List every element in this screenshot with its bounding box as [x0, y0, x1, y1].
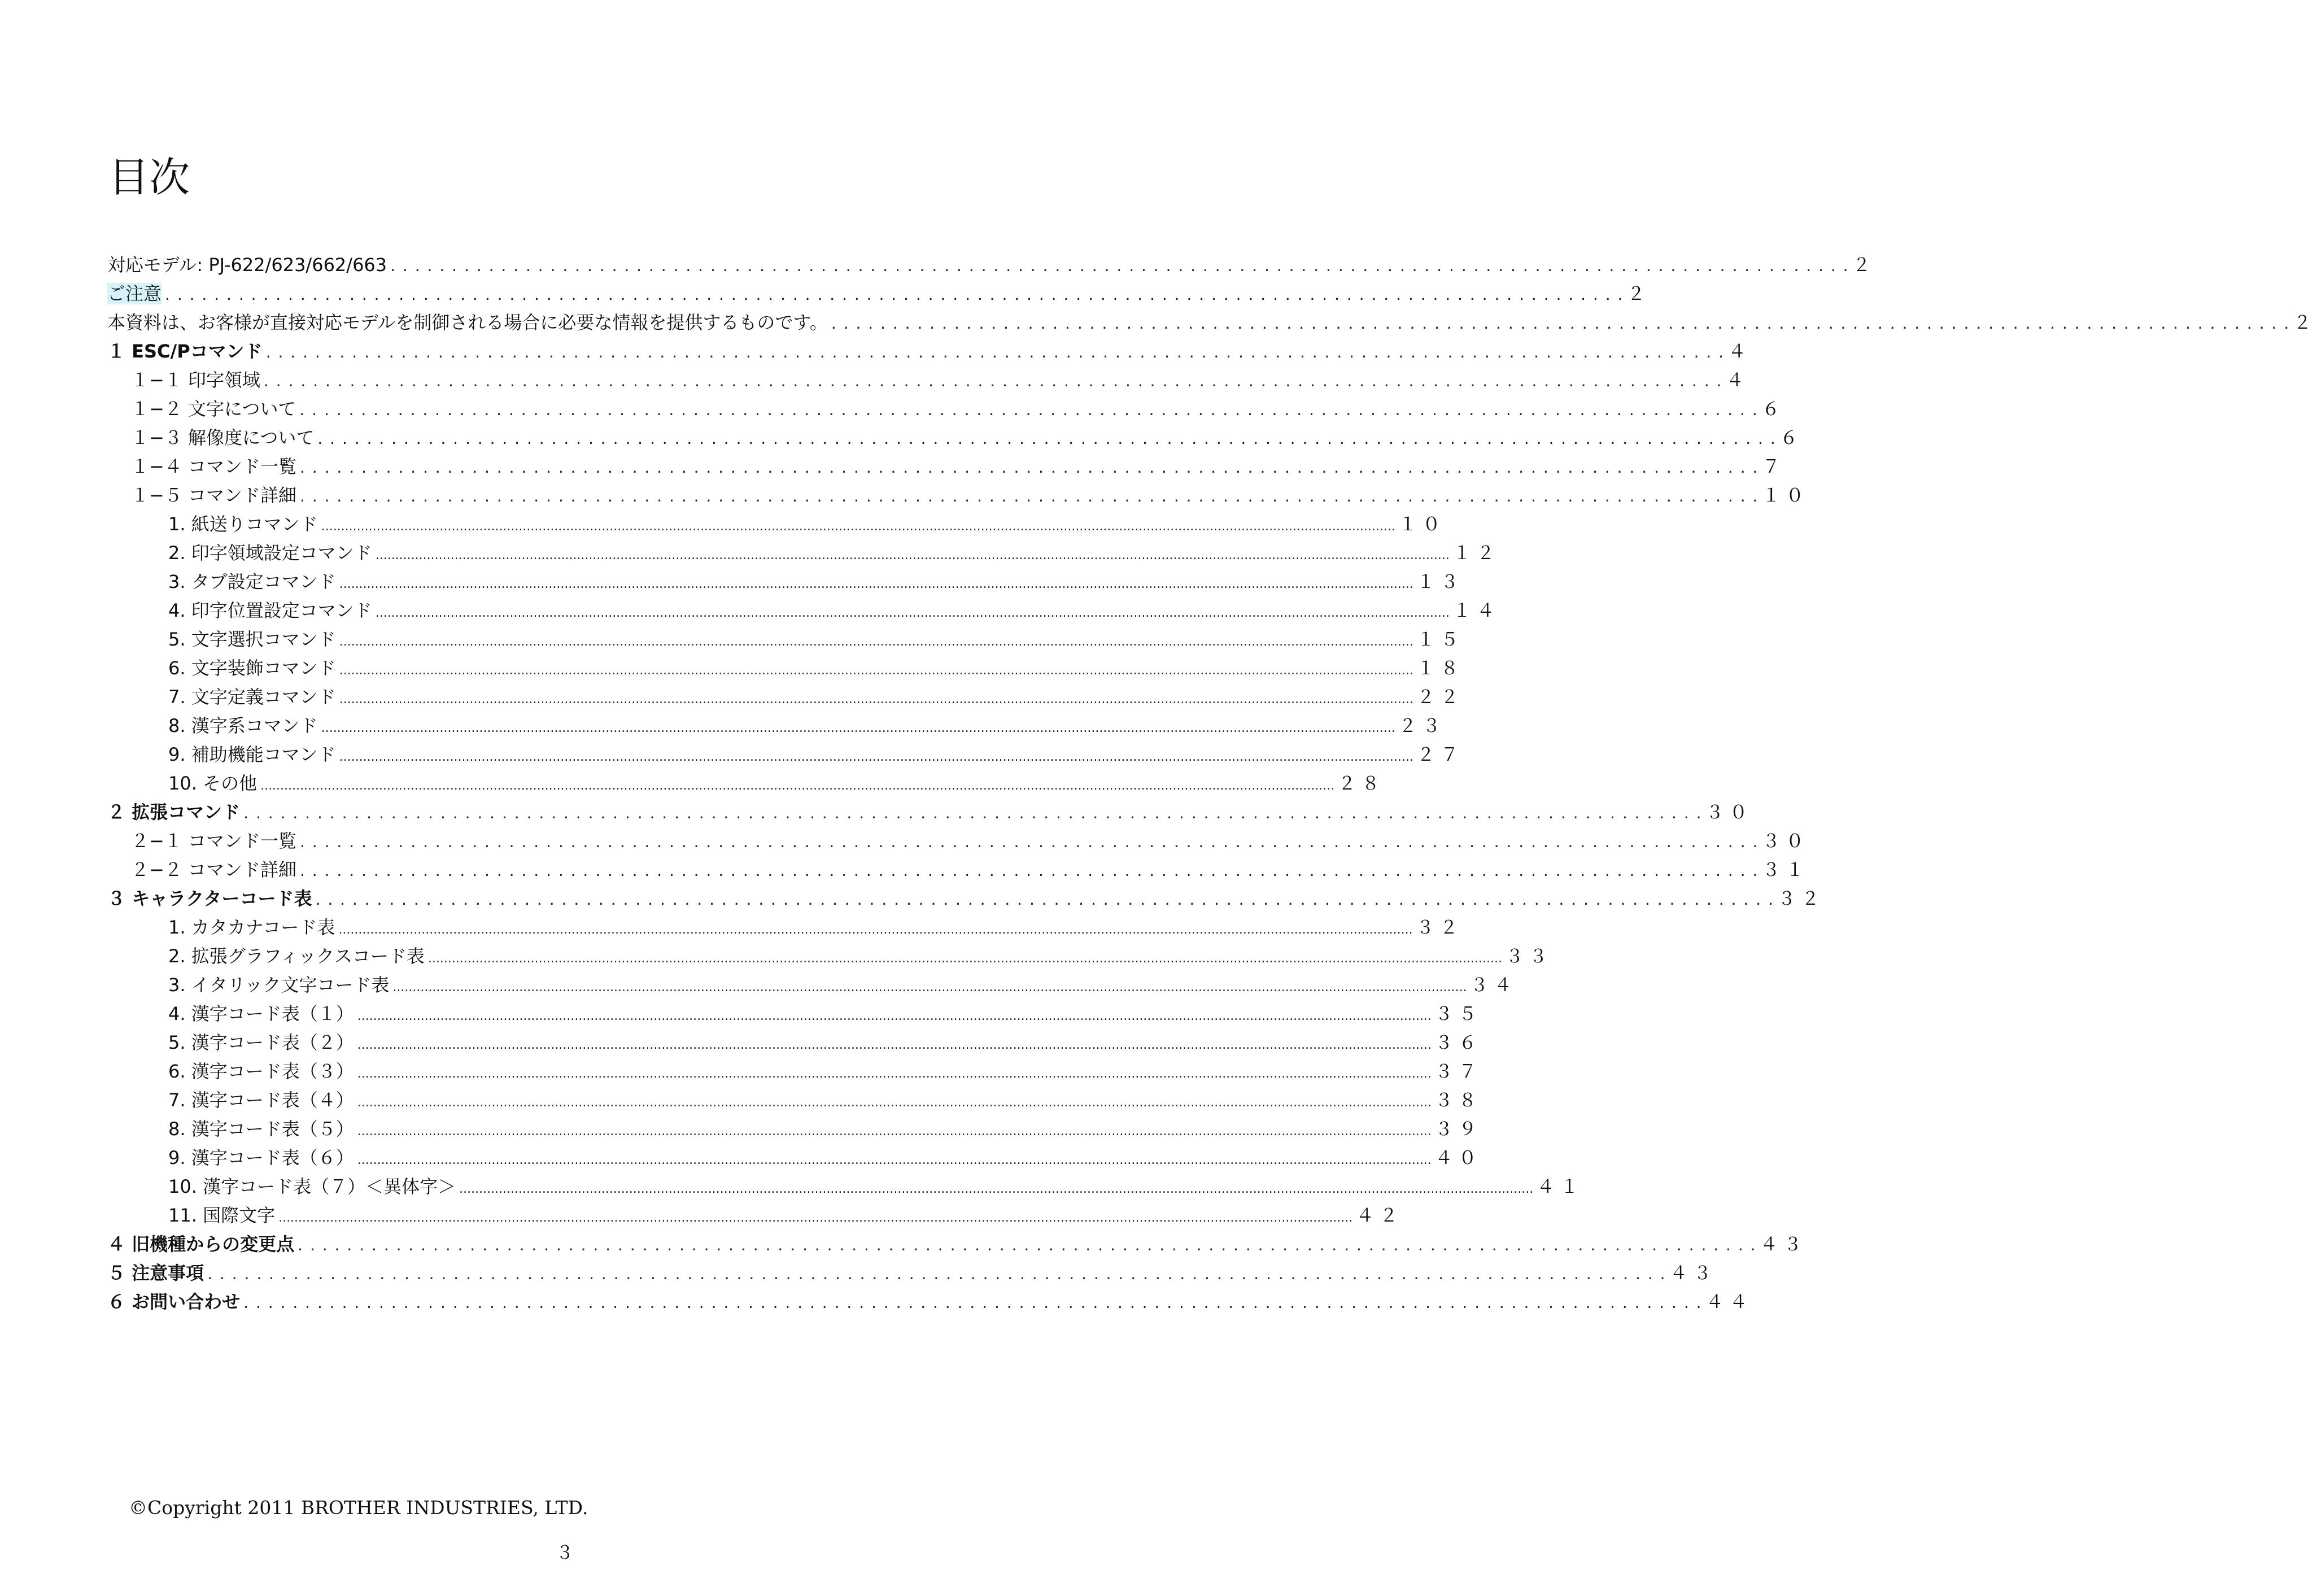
toc-entry-page-number: ３６: [1434, 1032, 1482, 1053]
toc-entry-page-number: ３１: [1762, 859, 1810, 880]
toc-entry[interactable]: [107, 280, 1651, 308]
toc-entry[interactable]: [107, 712, 1446, 740]
toc-entry-page-number: ２: [1852, 254, 1877, 276]
dot-leader: [264, 366, 1722, 395]
toc-entry-label: 11. 国際文字: [168, 1205, 276, 1226]
dot-leader: [207, 1259, 1666, 1288]
toc-entry[interactable]: [107, 1086, 1482, 1115]
toc-entry-page-number: ３５: [1434, 1003, 1482, 1024]
toc-entry-page-number: ２７: [1416, 744, 1464, 765]
dot-leader: [278, 1201, 1352, 1232]
toc-entry-page-number: １２: [1452, 542, 1500, 564]
dot-leader: [243, 1288, 1702, 1317]
toc-entry-page-number: ４２: [1356, 1205, 1404, 1226]
toc-entry-page-number: ３２: [1416, 917, 1464, 938]
dot-leader: [266, 337, 1725, 367]
dot-leader: [321, 510, 1395, 541]
toc-entry[interactable]: [107, 1057, 1482, 1086]
dot-leader: [357, 1000, 1432, 1031]
toc-entry-page-number: ３０: [1762, 830, 1810, 852]
toc-entry-page-number: ２３: [1398, 715, 1446, 736]
toc-entry-page-number: ３０: [1705, 801, 1753, 823]
toc-entry-page-number: ６: [1779, 427, 1804, 448]
toc-entry-label: 2. 拡張グラフィックスコード表: [168, 945, 425, 967]
dot-leader: [321, 712, 1395, 743]
toc-entry[interactable]: [107, 424, 1804, 452]
toc-entry-label: 4. 漢字コード表（１）: [168, 1003, 354, 1024]
toc-entry[interactable]: [107, 971, 1518, 1000]
toc-entry[interactable]: [107, 913, 1464, 942]
toc-entry[interactable]: [107, 1201, 1404, 1230]
toc-entry-page-number: ４３: [1669, 1262, 1717, 1284]
toc-entry[interactable]: [107, 827, 1810, 856]
toc-entry-page-number: ４: [1726, 369, 1750, 391]
toc-entry-page-number: １８: [1416, 657, 1464, 679]
dot-leader: [392, 971, 1467, 1002]
toc-entry[interactable]: [107, 942, 1553, 971]
toc-entry-label: 6. 文字装飾コマンド: [168, 657, 336, 679]
toc-entry-label: [107, 280, 162, 308]
toc-entry-label: 7. 文字定義コマンド: [168, 686, 336, 708]
dot-leader: [243, 798, 1702, 827]
toc-entry-label: １−３ 解像度について: [131, 427, 315, 448]
toc-entry-label-highlight: ご注意: [107, 283, 162, 304]
toc-entry-page-number: ７: [1762, 456, 1786, 477]
dot-leader: [376, 539, 1450, 570]
toc-entry-page-number: ４: [1728, 341, 1752, 362]
toc-entry-label: １−４ コマンド一覧: [131, 456, 296, 477]
toc-entry[interactable]: [107, 654, 1464, 683]
toc-entry-page-number: ６: [1761, 398, 1786, 420]
toc-entry-label: １−１ 印字領域: [131, 369, 260, 391]
toc-entry-page-number: １４: [1452, 600, 1500, 621]
page-title: 目次: [108, 154, 190, 201]
toc-entry-label: 8. 漢字コード表（５）: [168, 1118, 354, 1140]
toc-entry-label: 10. その他: [168, 773, 258, 794]
dot-leader: [339, 654, 1413, 685]
dot-leader: [299, 395, 1758, 424]
toc-entry[interactable]: [107, 539, 1500, 568]
footer-page-number: ３: [555, 1542, 574, 1563]
toc-entry[interactable]: [107, 452, 1786, 481]
toc-entry-label: 3. イタリック文字コード表: [168, 974, 390, 996]
toc-entry-page-number: ４１: [1537, 1176, 1585, 1197]
toc-entry-page-number: １３: [1416, 571, 1464, 592]
dot-leader: [316, 884, 1774, 914]
toc-entry-page-number: １０: [1398, 513, 1446, 535]
toc-entry[interactable]: [107, 1259, 1717, 1288]
dot-leader: [260, 769, 1334, 800]
dot-leader: [339, 683, 1413, 714]
dot-leader: [339, 625, 1413, 656]
dot-leader: [831, 308, 2290, 338]
toc-entry[interactable]: [107, 510, 1446, 539]
toc-entry[interactable]: [107, 1115, 1482, 1144]
toc-entry-label: 2. 印字領域設定コマンド: [168, 542, 372, 564]
toc-entry-label: 9. 補助機能コマンド: [168, 744, 336, 765]
dot-leader: [357, 1028, 1432, 1059]
toc-entry-label: ５ 注意事項: [107, 1262, 204, 1284]
toc-entry-label: ３ キャラクターコード表: [107, 888, 312, 909]
toc-entry[interactable]: [107, 1172, 1585, 1201]
toc-entry[interactable]: [107, 1144, 1482, 1172]
toc-entry-label: ２−１ コマンド一覧: [131, 830, 296, 852]
toc-entry-label: １−２ 文字について: [131, 398, 296, 420]
toc-entry[interactable]: [107, 366, 1750, 395]
toc-entry-page-number: ３４: [1470, 974, 1518, 996]
toc-entry-page-number: ４３: [1760, 1233, 1808, 1255]
dot-leader: [357, 1057, 1432, 1088]
table-of-contents: [107, 251, 2317, 1316]
dot-leader: [300, 827, 1759, 856]
toc-entry-label: 4. 印字位置設定コマンド: [168, 600, 372, 621]
toc-entry-page-number: ３９: [1434, 1118, 1482, 1140]
toc-entry[interactable]: [107, 625, 1464, 654]
toc-entry-page-number: ３３: [1505, 945, 1553, 967]
toc-entry-page-number: ２２: [1416, 686, 1464, 708]
toc-entry-label: 8. 漢字系コマンド: [168, 715, 318, 736]
dot-leader: [300, 856, 1759, 885]
toc-entry[interactable]: [107, 740, 1464, 769]
dot-leader: [165, 280, 1624, 309]
toc-entry-page-number: ２: [2293, 312, 2317, 333]
toc-entry-label: 10. 漢字コード表（７）＜異体字＞: [168, 1176, 456, 1197]
dot-leader: [357, 1144, 1432, 1175]
dot-leader: [390, 251, 1849, 280]
toc-entry-label: 対応モデル: PJ-622/623/662/663: [107, 254, 387, 276]
toc-entry-page-number: １５: [1416, 629, 1464, 650]
toc-entry-label: 1. カタカナコード表: [168, 917, 335, 938]
dot-leader: [376, 596, 1450, 627]
toc-entry-label: ２−２ コマンド詳細: [131, 859, 296, 880]
toc-entry-label: 1. 紙送りコマンド: [168, 513, 318, 535]
toc-entry[interactable]: [107, 251, 1877, 280]
toc-entry-label: 6. 漢字コード表（３）: [168, 1061, 354, 1082]
dot-leader: [459, 1172, 1533, 1203]
toc-entry-label: 本資料は、お客様が直接対応モデルを制御される場合に必要な情報を提供するものです。: [107, 312, 828, 333]
toc-entry-page-number: ４４: [1705, 1291, 1753, 1312]
dot-leader: [339, 740, 1413, 771]
toc-entry-label: 5. 文字選択コマンド: [168, 629, 336, 650]
toc-entry-label: 3. タブ設定コマンド: [168, 571, 336, 592]
toc-entry-label: 9. 漢字コード表（６）: [168, 1147, 354, 1168]
dot-leader: [428, 942, 1502, 973]
toc-entry-page-number: ２: [1627, 283, 1651, 304]
toc-entry-page-number: ３７: [1434, 1061, 1482, 1082]
toc-entry[interactable]: [107, 856, 1810, 884]
dot-leader: [357, 1115, 1432, 1146]
toc-entry-label: １ ESC/Pコマンド: [107, 341, 263, 362]
toc-entry[interactable]: [107, 1000, 1482, 1028]
toc-entry[interactable]: [107, 683, 1464, 712]
copyright-notice: ©Copyright 2011 BROTHER INDUSTRIES, LTD.: [129, 1497, 588, 1519]
dot-leader: [338, 913, 1412, 944]
toc-entry-page-number: ３８: [1434, 1089, 1482, 1111]
toc-entry[interactable]: [107, 568, 1464, 596]
dot-leader: [317, 424, 1776, 453]
toc-entry[interactable]: [107, 769, 1386, 798]
toc-entry-page-number: ４０: [1434, 1147, 1482, 1168]
toc-entry-page-number: １０: [1762, 485, 1810, 506]
toc-entry[interactable]: [107, 481, 1810, 510]
toc-entry-page-number: ２８: [1338, 773, 1386, 794]
toc-entry-page-number: ３２: [1777, 888, 1825, 909]
dot-leader: [357, 1086, 1432, 1117]
dot-leader: [300, 481, 1759, 511]
toc-entry[interactable]: [107, 395, 1786, 424]
toc-entry[interactable]: [107, 1288, 1753, 1316]
dot-leader: [298, 1230, 1756, 1259]
toc-entry-label: ４ 旧機種からの変更点: [107, 1233, 295, 1255]
toc-entry[interactable]: [107, 596, 1500, 625]
dot-leader: [339, 568, 1413, 599]
toc-entry-label: ６ お問い合わせ: [107, 1291, 241, 1312]
toc-entry-label: 5. 漢字コード表（２）: [168, 1032, 354, 1053]
toc-entry[interactable]: [107, 1230, 1808, 1259]
toc-entry[interactable]: [107, 337, 1752, 366]
toc-entry[interactable]: [107, 884, 1825, 913]
toc-entry-label: １−５ コマンド詳細: [131, 485, 296, 506]
toc-entry[interactable]: [107, 798, 1753, 827]
toc-entry[interactable]: [107, 1028, 1482, 1057]
toc-entry[interactable]: [107, 308, 2317, 337]
toc-entry-label: ２ 拡張コマンド: [107, 801, 241, 823]
dot-leader: [300, 452, 1759, 482]
toc-entry-label: 7. 漢字コード表（４）: [168, 1089, 354, 1111]
